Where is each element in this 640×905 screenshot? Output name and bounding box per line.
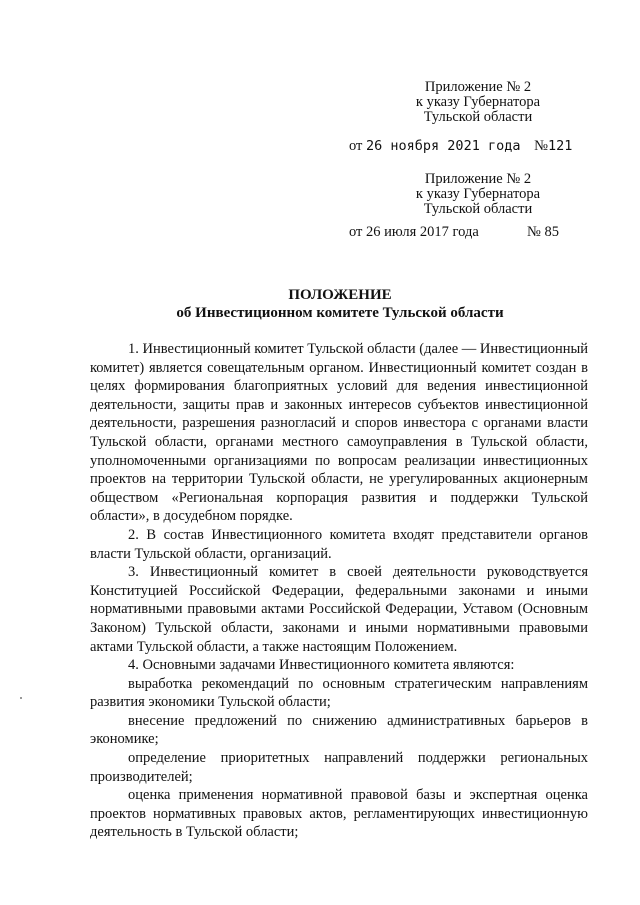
appendix-decree-ref: к указу Губернатора [415, 94, 541, 110]
appendix-label: Приложение № 2 [424, 171, 532, 187]
appendix-decree-ref: к указу Губернатора [415, 186, 541, 202]
document-subtitle: об Инвестиционном комитете Тульской области [176, 305, 504, 321]
stamp-number-sign: № [534, 138, 548, 154]
paragraph-4: 4. Основными задачами Инвестиционного комитета являются: [128, 657, 515, 674]
stamp-prefix: от [349, 138, 363, 154]
appendix-region: Тульской области [423, 109, 533, 125]
task-item-4: оценка применения нормативной правовой базы и экспертная оценка проектов нормативных правовых актов, регламентирующих инвестиционную деятельность в Тульской области; [90, 787, 588, 841]
original-decree-number: № 85 [527, 224, 559, 240]
task-item-3: определение приоритетных направлений поддержки региональных производителей; [90, 750, 588, 785]
decree-date-stamp [349, 138, 572, 154]
appendix-header-original [388, 172, 568, 217]
paragraph-2: 2. В состав Инвестиционного комитета входят представители органов власти Тульской области, организаций. [90, 526, 588, 562]
appendix-region: Тульской области [423, 201, 533, 217]
appendix-header-current [388, 80, 568, 125]
task-item-2: внесение предложений по снижению административных барьеров в экономике; [90, 712, 588, 748]
paragraph-3: 3. Инвестиционный комитет в своей деятельности руководствуется Конституцией Российской Федерации, федеральными законами и иными нормативными правовыми актами Российской Федерации, Уставом (Основным Законом) Тульской области, законами и иными нормативными правовыми актами Тульской области, а также настоящим Положением. [90, 564, 588, 655]
original-decree-date: от 26 июля 2017 года [349, 224, 479, 240]
document-body [90, 340, 588, 842]
stamp-number: 121 [547, 138, 573, 154]
scan-speck [20, 697, 22, 699]
stamp-date: 26 ноября 2021 года [366, 138, 521, 154]
document-title: ПОЛОЖЕНИЕ [288, 287, 392, 303]
task-item-1: выработка рекомендаций по основным стратегическим направлениям развития экономики Тульской области; [90, 675, 588, 711]
paragraph-1: 1. Инвестиционный комитет Тульской области (далее — Инвестиционный комитет) является совещательным органом. Инвестиционный комитет создан в целях формирования благоприятных условий для ведения инвестиционной деятельности, защиты прав и законных интересов субъектов инвестиционной деятельности, разрешения разногласий и споров инвестора с органами власти Тульской области, органами местного самоуправления в Тульской области, уполномоченными организациями по вопросам реализации инвестиционных проектов на территории Тульской области, не урегулированных акционерным обществом «Региональная корпорация развития и поддержки Тульской области», в досудебном порядке. [90, 341, 588, 525]
appendix-label: Приложение № 2 [424, 79, 532, 95]
